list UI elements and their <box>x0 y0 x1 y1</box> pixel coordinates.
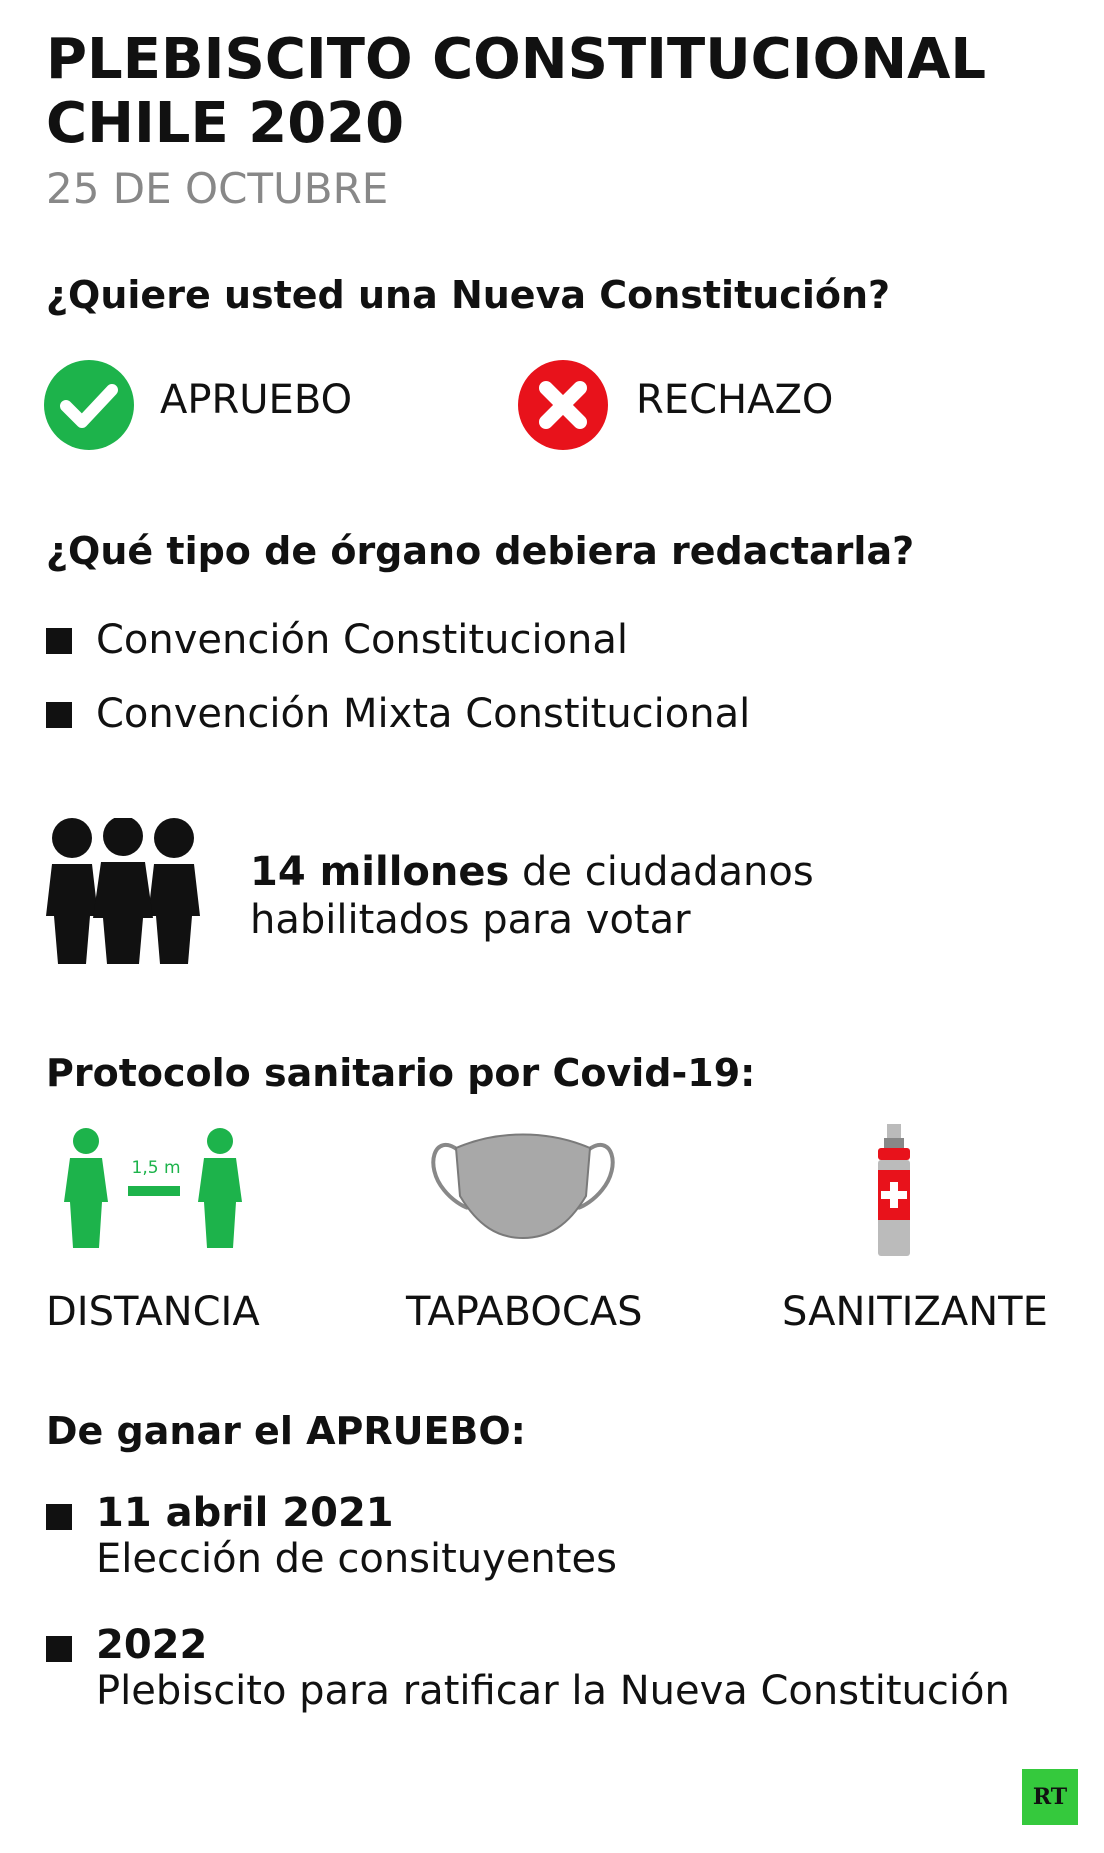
event-2-desc: Plebiscito para ratificar la Nueva Constitución <box>96 1668 1010 1714</box>
mask-icon <box>428 1126 618 1242</box>
organ-option-2: Convención Mixta Constitucional <box>96 691 751 737</box>
sanitizer-icon <box>872 1122 918 1258</box>
citizens-line1-rest: de ciudadanos <box>509 849 814 895</box>
check-circle-icon <box>44 360 134 450</box>
title-line-2: CHILE 2020 <box>46 91 405 156</box>
title-line-1: PLEBISCITO CONSTITUCIONAL <box>46 27 987 92</box>
approve-title: De ganar el APRUEBO: <box>46 1409 526 1453</box>
protocol-label-tapabocas: TAPABOCAS <box>406 1289 643 1335</box>
organ-option-1: Convención Constitucional <box>96 617 629 663</box>
citizens-line2: habilitados para votar <box>250 897 691 943</box>
bullet-square <box>46 702 72 728</box>
question-new-constitution: ¿Quiere usted una Nueva Constitución? <box>46 273 891 317</box>
bullet-square <box>46 628 72 654</box>
event-1-title: 11 abril 2021 <box>96 1490 394 1536</box>
event-1-desc: Elección de consituyentes <box>96 1536 617 1582</box>
option-apruebo-label: APRUEBO <box>160 377 353 423</box>
question-organ-type: ¿Qué tipo de órgano debiera redactarla? <box>46 529 915 573</box>
bullet-square <box>46 1504 72 1530</box>
option-rechazo-label: RECHAZO <box>636 377 834 423</box>
bullet-square <box>46 1636 72 1662</box>
citizens-text <box>250 848 814 944</box>
distance-value: 1,5 m <box>131 1158 181 1178</box>
page-subtitle: 25 DE OCTUBRE <box>46 164 389 213</box>
protocol-label-sanitizante: SANITIZANTE <box>782 1289 1048 1335</box>
page-title <box>46 28 986 156</box>
people-icon <box>44 818 202 966</box>
citizens-count: 14 millones <box>250 849 510 895</box>
protocol-label-distancia: DISTANCIA <box>46 1289 260 1335</box>
x-circle-icon <box>518 360 608 450</box>
protocol-title: Protocolo sanitario por Covid-19: <box>46 1051 756 1095</box>
rt-logo: RT <box>1022 1769 1078 1825</box>
distance-icon <box>62 1128 252 1248</box>
event-2-title: 2022 <box>96 1622 208 1668</box>
